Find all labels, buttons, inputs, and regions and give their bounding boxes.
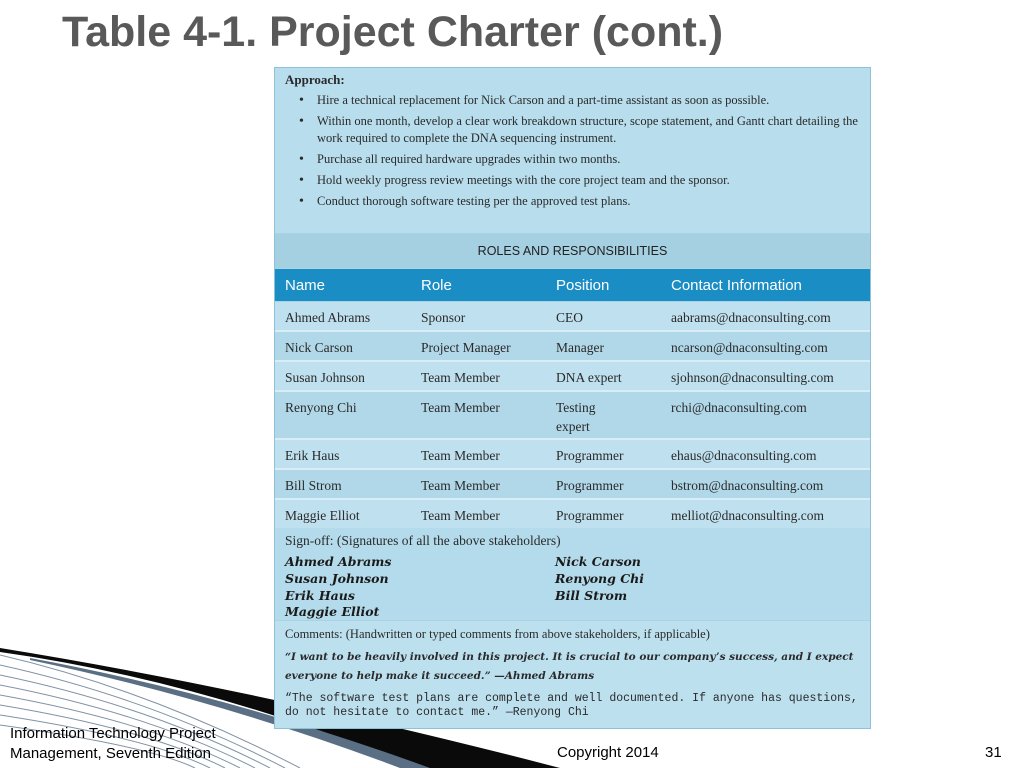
table-row (275, 302, 870, 332)
footer-book-line1: Information Technology Project (10, 725, 216, 742)
table-row (275, 332, 870, 362)
comments-section (275, 621, 870, 728)
signature: Bill Strom (555, 588, 628, 603)
cell-position: Programmer (556, 508, 624, 523)
signoff-section (275, 528, 870, 620)
cell-role: Team Member (421, 448, 500, 463)
cell-name: Nick Carson (285, 340, 353, 355)
roles-table-header (275, 269, 870, 301)
cell-position: Testing expert (556, 400, 596, 434)
approach-item: • Hold weekly progress review meetings with the core project team and the sponsor. (317, 172, 862, 189)
cell-position: Programmer (556, 478, 624, 493)
table-row (275, 440, 870, 470)
comments-label: Comments: (Handwritten or typed comments from above stakeholders, if applicable) (285, 627, 710, 641)
cell-contact: melliot@dnaconsulting.com (671, 508, 825, 523)
slide-title: Table 4-1. Project Charter (cont.) (62, 8, 724, 56)
cell-name: Ahmed Abrams (285, 310, 371, 325)
cell-contact: bstrom@dnaconsulting.com (671, 478, 824, 493)
table-row (275, 500, 870, 530)
cell-position: DNA expert (556, 370, 622, 385)
cell-contact: ehaus@dnaconsulting.com (671, 448, 817, 463)
cell-contact: aabrams@dnaconsulting.com (671, 310, 831, 325)
signature: Maggie Elliot (285, 604, 380, 619)
footer-book-title (10, 724, 216, 764)
cell-position: Manager (556, 340, 604, 355)
signature: Erik Haus (285, 588, 355, 603)
cell-name: Susan Johnson (285, 370, 365, 385)
cell-name: Erik Haus (285, 448, 340, 463)
approach-section (275, 68, 870, 233)
approach-item: • Hire a technical replacement for Nick Carson and a part-time assistant as soon as possible. (317, 92, 862, 109)
cell-position: CEO (556, 310, 583, 325)
signoff-label: Sign-off: (Signatures of all the above stakeholders) (285, 533, 561, 548)
approach-label: Approach: (285, 72, 345, 87)
roles-table-body (275, 302, 870, 530)
signature: Renyong Chi (555, 571, 644, 586)
cell-name: Maggie Elliot (285, 508, 360, 523)
signature: Susan Johnson (285, 571, 389, 586)
approach-item: • Conduct thorough software testing per the approved test plans. (317, 193, 862, 210)
comment-chi: “The software test plans are complete and well documented. If anyone has questions, do not hesitate to contact me.” —Renyong Chi (285, 692, 858, 719)
cell-contact: ncarson@dnaconsulting.com (671, 340, 828, 355)
cell-role: Team Member (421, 508, 500, 523)
cell-role: Team Member (421, 478, 500, 493)
cell-role: Sponsor (421, 310, 466, 325)
roles-title: ROLES AND RESPONSIBILITIES (275, 234, 870, 268)
cell-name: Renyong Chi (285, 400, 357, 415)
approach-item: • Purchase all required hardware upgrades within two months. (317, 151, 862, 168)
approach-item: • Within one month, develop a clear work breakdown structure, scope statement, and Gantt chart detailing the work required to complete the DNA sequencing instrument. (317, 113, 862, 147)
table-row (275, 362, 870, 392)
header-name: Name (285, 277, 326, 294)
comment-abrams: “I want to be heavily involved in this project. It is crucial to our company’s success, and I expect everyone to help make it succeed.” —Ahmed Abrams (285, 651, 854, 682)
footer-copyright: Copyright 2014 (557, 744, 659, 761)
cell-contact: sjohnson@dnaconsulting.com (671, 370, 834, 385)
cell-name: Bill Strom (285, 478, 342, 493)
cell-role: Team Member (421, 370, 500, 385)
signature: Ahmed Abrams (285, 554, 392, 569)
signature: Nick Carson (555, 554, 641, 569)
approach-list (285, 92, 862, 214)
project-charter-table (274, 67, 871, 729)
header-contact: Contact Information (671, 277, 802, 294)
table-row (275, 470, 870, 500)
cell-role: Project Manager (421, 340, 511, 355)
cell-role: Team Member (421, 400, 500, 415)
table-row (275, 392, 870, 440)
cell-position: Programmer (556, 448, 624, 463)
cell-contact: rchi@dnaconsulting.com (671, 400, 807, 415)
page-number: 31 (985, 744, 1002, 761)
header-position: Position (556, 277, 610, 294)
footer-book-line2: Management, Seventh Edition (10, 745, 211, 762)
header-role: Role (421, 277, 452, 294)
